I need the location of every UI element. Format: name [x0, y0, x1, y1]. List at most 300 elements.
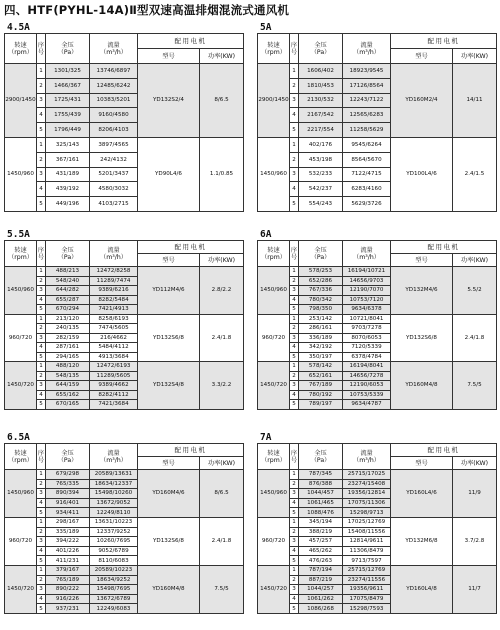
- header-rpm: [258, 34, 290, 64]
- header-model: [138, 49, 200, 64]
- pressure-cell: 453/198: [299, 152, 343, 167]
- motor-power-cell: 2.4/1.8: [200, 314, 244, 362]
- flow-cell: 23274/11556: [343, 575, 391, 585]
- header-flow-line: （m³/h）: [100, 456, 127, 464]
- pressure-cell: 937/231: [46, 604, 90, 614]
- seq-cell: 3: [290, 537, 299, 547]
- flow-cell: 8564/5670: [343, 152, 391, 167]
- pressure-cell: 282/159: [46, 333, 90, 343]
- pressure-cell: 439/192: [46, 182, 90, 197]
- flow-cell: 12243/7122: [343, 93, 391, 108]
- seq-cell: 3: [37, 333, 46, 343]
- seq-cell: 2: [290, 575, 299, 585]
- header-motor-line: 配用电机: [174, 242, 207, 251]
- seq-cell: 4: [290, 594, 299, 604]
- pressure-cell: 465/262: [299, 546, 343, 556]
- seq-cell: 5: [290, 604, 299, 614]
- motor-model-cell: YD132M6/8: [391, 517, 453, 565]
- flow-cell: 25715/17025: [343, 470, 391, 480]
- pressure-cell: 402/176: [299, 137, 343, 152]
- motor-power-cell: 2.4/1.8: [453, 314, 497, 362]
- pressure-cell: 765/189: [46, 575, 90, 585]
- pressure-cell: 394/222: [46, 537, 90, 547]
- flow-cell: 12249/6083: [90, 604, 138, 614]
- seq-cell: 2: [290, 324, 299, 334]
- flow-cell: 10753/7120: [343, 295, 391, 305]
- pressure-cell: 798/350: [299, 305, 343, 315]
- fan-block-5-5A: [4, 229, 243, 410]
- seq-cell: 4: [37, 594, 46, 604]
- flow-cell: 11289/5605: [90, 371, 138, 381]
- header-rpm-line: 转速: [14, 41, 27, 49]
- motor-model-cell: YD132S4/8: [138, 362, 200, 410]
- seq-cell: 2: [290, 371, 299, 381]
- pressure-cell: 1755/439: [46, 108, 90, 123]
- motor-power-cell: 2.4/1.5: [453, 137, 497, 211]
- flow-cell: 13672/6789: [90, 594, 138, 604]
- seq-cell: 4: [290, 295, 299, 305]
- header-motor-line: 配用电机: [174, 36, 207, 45]
- pressure-cell: 2167/542: [299, 108, 343, 123]
- fan-size-label: 6A: [260, 229, 272, 240]
- fan-block-4-5A: [4, 22, 243, 212]
- flow-cell: 8258/6193: [90, 314, 138, 324]
- pressure-cell: 934/411: [46, 508, 90, 518]
- pressure-cell: 342/192: [299, 343, 343, 353]
- rpm-cell: 960/720: [5, 517, 37, 565]
- seq-cell: 4: [37, 546, 46, 556]
- header-seq: [290, 241, 299, 267]
- pressure-cell: 644/159: [46, 381, 90, 391]
- header-seq-line: 号: [290, 456, 298, 464]
- spec-table-header: [258, 34, 497, 64]
- flow-cell: 19356/12814: [343, 489, 391, 499]
- seq-cell: 1: [290, 267, 299, 277]
- header-pressure-line: 全压: [61, 246, 74, 254]
- table-row: [5, 565, 244, 575]
- header-rpm-line: （rpm）: [261, 456, 286, 464]
- seq-cell: 5: [290, 400, 299, 410]
- spec-table: [257, 33, 497, 212]
- header-row: [5, 34, 244, 49]
- seq-cell: 3: [37, 93, 46, 108]
- header-pressure-line: 全压: [314, 449, 327, 457]
- motor-model-cell: YD132S6/8: [138, 314, 200, 362]
- header-seq-line: 序: [37, 41, 45, 49]
- header-motor: [391, 34, 497, 49]
- flow-cell: 10383/5201: [90, 93, 138, 108]
- pressure-cell: 401/226: [46, 546, 90, 556]
- flow-cell: 12190/6053: [343, 381, 391, 391]
- header-power: [453, 457, 497, 470]
- header-power: [453, 254, 497, 267]
- header-pressure: [46, 34, 90, 64]
- pressure-cell: 294/165: [46, 352, 90, 362]
- pressure-cell: 298/167: [46, 517, 90, 527]
- header-model-line: 型号: [415, 52, 428, 60]
- seq-cell: 2: [290, 276, 299, 286]
- spec-table-body: [5, 470, 244, 614]
- seq-cell: 1: [37, 517, 46, 527]
- rpm-cell: 1450/720: [5, 565, 37, 613]
- pressure-cell: 876/388: [299, 479, 343, 489]
- table-row: [5, 314, 244, 324]
- pressure-cell: 1466/367: [46, 78, 90, 93]
- header-power-line: 功率(KW): [207, 459, 236, 467]
- flow-cell: 9389/4662: [90, 381, 138, 391]
- pressure-cell: 286/161: [299, 324, 343, 334]
- pressure-cell: 240/135: [46, 324, 90, 334]
- pressure-cell: 287/161: [46, 343, 90, 353]
- header-flow: [343, 444, 391, 470]
- flow-cell: 10260/7695: [90, 537, 138, 547]
- flow-cell: 5201/3437: [90, 167, 138, 182]
- seq-cell: 2: [290, 78, 299, 93]
- seq-cell: 5: [37, 400, 46, 410]
- header-rpm-line: 转速: [267, 41, 280, 49]
- seq-cell: 3: [290, 585, 299, 595]
- flow-cell: 12249/8110: [90, 508, 138, 518]
- header-row: [258, 241, 497, 254]
- header-seq: [37, 34, 46, 64]
- seq-cell: 3: [290, 489, 299, 499]
- rpm-cell: 1450/720: [258, 362, 290, 410]
- header-pressure-line: （Pa）: [310, 253, 331, 261]
- pressure-cell: 1796/449: [46, 123, 90, 138]
- table-row: [258, 470, 497, 480]
- header-model: [138, 457, 200, 470]
- seq-cell: 3: [290, 167, 299, 182]
- header-model: [391, 254, 453, 267]
- spec-table-body: [258, 470, 497, 614]
- flow-cell: 13672/9052: [90, 498, 138, 508]
- table-row: [5, 470, 244, 480]
- flow-cell: 8070/6053: [343, 333, 391, 343]
- flow-cell: 216/4662: [90, 333, 138, 343]
- flow-cell: 19356/9611: [343, 585, 391, 595]
- motor-power-cell: 3.3/2.2: [200, 362, 244, 410]
- seq-cell: 3: [290, 333, 299, 343]
- header-seq: [290, 444, 299, 470]
- header-flow-line: （m³/h）: [100, 253, 127, 261]
- flow-cell: 7421/3684: [90, 400, 138, 410]
- pressure-cell: 780/192: [299, 390, 343, 400]
- seq-cell: 3: [37, 167, 46, 182]
- flow-cell: 3897/4565: [90, 137, 138, 152]
- header-pressure-line: （Pa）: [310, 456, 331, 464]
- spec-table: [257, 443, 497, 614]
- pressure-cell: 554/243: [299, 197, 343, 212]
- header-model: [138, 254, 200, 267]
- flow-cell: 12485/6242: [90, 78, 138, 93]
- pressure-cell: 388/219: [299, 527, 343, 537]
- seq-cell: 3: [290, 93, 299, 108]
- header-rpm-line: 转速: [267, 449, 280, 457]
- table-row: [5, 64, 244, 79]
- seq-cell: 1: [290, 362, 299, 372]
- header-power-line: 功率(KW): [460, 256, 489, 264]
- flow-cell: 25715/12769: [343, 565, 391, 575]
- pressure-cell: 379/167: [46, 565, 90, 575]
- header-flow-line: 流量: [107, 246, 120, 254]
- flow-cell: 14656/9703: [343, 276, 391, 286]
- rpm-cell: 1450/720: [5, 362, 37, 410]
- table-row: [5, 267, 244, 277]
- header-motor: [138, 34, 244, 49]
- flow-cell: 12190/7070: [343, 286, 391, 296]
- header-model: [391, 49, 453, 64]
- seq-cell: 5: [37, 123, 46, 138]
- flow-cell: 10753/5339: [343, 390, 391, 400]
- motor-power-cell: 2.8/2.2: [200, 267, 244, 315]
- flow-cell: 8110/6083: [90, 556, 138, 566]
- header-rpm-line: （rpm）: [8, 253, 33, 261]
- flow-cell: 12337/9252: [90, 527, 138, 537]
- table-row: [258, 314, 497, 324]
- pressure-cell: 2130/532: [299, 93, 343, 108]
- pressure-cell: 1086/268: [299, 604, 343, 614]
- seq-cell: 1: [290, 565, 299, 575]
- motor-model-cell: YD160M4/8: [391, 362, 453, 410]
- pressure-cell: 789/197: [299, 400, 343, 410]
- flow-cell: 15498/10260: [90, 489, 138, 499]
- header-pressure: [299, 241, 343, 267]
- rpm-cell: 960/720: [258, 517, 290, 565]
- flow-cell: 16194/10721: [343, 267, 391, 277]
- pressure-cell: 679/298: [46, 470, 90, 480]
- seq-cell: 4: [37, 108, 46, 123]
- pressure-cell: 787/194: [299, 565, 343, 575]
- seq-cell: 2: [290, 479, 299, 489]
- flow-cell: 15298/9713: [343, 508, 391, 518]
- pressure-cell: 213/120: [46, 314, 90, 324]
- rpm-cell: 1450/960: [258, 267, 290, 315]
- seq-cell: 2: [37, 276, 46, 286]
- pressure-cell: 449/196: [46, 197, 90, 212]
- seq-cell: 5: [37, 556, 46, 566]
- seq-cell: 1: [37, 137, 46, 152]
- seq-cell: 2: [37, 527, 46, 537]
- seq-cell: 5: [37, 508, 46, 518]
- pressure-cell: 548/240: [46, 276, 90, 286]
- flow-cell: 9389/6216: [90, 286, 138, 296]
- seq-cell: 2: [37, 324, 46, 334]
- spec-table-body: [5, 64, 244, 212]
- pressure-cell: 787/345: [299, 470, 343, 480]
- motor-model-cell: YD132S6/8: [138, 517, 200, 565]
- motor-model-cell: YD90L4/6: [138, 137, 200, 211]
- header-pressure-line: （Pa）: [57, 48, 78, 56]
- rpm-cell: 1450/960: [5, 267, 37, 315]
- flow-cell: 9160/4580: [90, 108, 138, 123]
- header-seq: [37, 444, 46, 470]
- fan-size-label: 5.5A: [7, 229, 30, 240]
- seq-cell: 1: [37, 64, 46, 79]
- table-row: [258, 267, 497, 277]
- header-model-line: 型号: [415, 256, 428, 264]
- header-seq-line: 号: [37, 48, 45, 56]
- header-motor-line: 配用电机: [174, 445, 207, 454]
- rpm-cell: 960/720: [5, 314, 37, 362]
- page-title: 四、HTF(PYHL-14A)Ⅱ型双速高温排烟混流式通风机: [4, 3, 290, 17]
- flow-cell: 13746/6897: [90, 64, 138, 79]
- flow-cell: 6283/4160: [343, 182, 391, 197]
- header-flow: [90, 241, 138, 267]
- seq-cell: 4: [37, 498, 46, 508]
- seq-cell: 4: [290, 546, 299, 556]
- flow-cell: 4580/3032: [90, 182, 138, 197]
- rpm-cell: 1450/960: [5, 137, 37, 211]
- pressure-cell: 644/282: [46, 286, 90, 296]
- motor-model-cell: YD132S6/8: [391, 314, 453, 362]
- spec-table-body: [258, 267, 497, 410]
- pressure-cell: 532/233: [299, 167, 343, 182]
- seq-cell: 1: [37, 314, 46, 324]
- flow-cell: 23274/15408: [343, 479, 391, 489]
- flow-cell: 18634/12337: [90, 479, 138, 489]
- flow-cell: 17075/8479: [343, 594, 391, 604]
- seq-cell: 2: [290, 152, 299, 167]
- seq-cell: 5: [290, 197, 299, 212]
- flow-cell: 7122/4715: [343, 167, 391, 182]
- seq-cell: 1: [290, 470, 299, 480]
- flow-cell: 12472/6193: [90, 362, 138, 372]
- pressure-cell: 916/226: [46, 594, 90, 604]
- header-motor: [391, 241, 497, 254]
- spec-table-header: [258, 241, 497, 267]
- header-power-line: 功率(KW): [460, 459, 489, 467]
- table-row: [5, 517, 244, 527]
- header-rpm-line: （rpm）: [8, 48, 33, 56]
- pressure-cell: 488/213: [46, 267, 90, 277]
- seq-cell: 2: [37, 371, 46, 381]
- pressure-cell: 1044/257: [299, 585, 343, 595]
- motor-power-cell: 7.5/5: [200, 565, 244, 613]
- header-row: [5, 241, 244, 254]
- header-rpm-line: 转速: [14, 246, 27, 254]
- flow-cell: 6378/4784: [343, 352, 391, 362]
- flow-cell: 5629/3726: [343, 197, 391, 212]
- seq-cell: 3: [37, 585, 46, 595]
- seq-cell: 4: [290, 108, 299, 123]
- pressure-cell: 345/194: [299, 517, 343, 527]
- pressure-cell: 890/222: [46, 585, 90, 595]
- fan-size-label: 6.5A: [7, 432, 30, 443]
- seq-cell: 4: [37, 343, 46, 353]
- pressure-cell: 253/142: [299, 314, 343, 324]
- seq-cell: 4: [37, 390, 46, 400]
- motor-model-cell: YD160M4/8: [138, 565, 200, 613]
- header-motor-line: 配用电机: [427, 445, 460, 454]
- flow-cell: 4913/3684: [90, 352, 138, 362]
- header-seq: [37, 241, 46, 267]
- header-pressure: [299, 444, 343, 470]
- flow-cell: 9703/7278: [343, 324, 391, 334]
- seq-cell: 1: [37, 267, 46, 277]
- flow-cell: 18923/9545: [343, 64, 391, 79]
- flow-cell: 12472/8258: [90, 267, 138, 277]
- header-power-line: 功率(KW): [207, 52, 236, 60]
- motor-power-cell: 7.5/5: [453, 362, 497, 410]
- seq-cell: 3: [37, 381, 46, 391]
- pressure-cell: 325/143: [46, 137, 90, 152]
- header-flow: [90, 444, 138, 470]
- table-row: [258, 64, 497, 79]
- seq-cell: 3: [290, 381, 299, 391]
- header-pressure: [46, 444, 90, 470]
- motor-power-cell: 5.5/2: [453, 267, 497, 315]
- spec-table-body: [5, 267, 244, 410]
- header-model-line: 型号: [162, 256, 175, 264]
- seq-cell: 3: [37, 537, 46, 547]
- flow-cell: 15498/7695: [90, 585, 138, 595]
- header-rpm-line: 转速: [267, 246, 280, 254]
- header-pressure-line: 全压: [61, 449, 74, 457]
- header-rpm: [5, 34, 37, 64]
- seq-cell: 1: [290, 517, 299, 527]
- seq-cell: 5: [290, 305, 299, 315]
- table-row: [258, 362, 497, 372]
- motor-model-cell: YD160M2/4: [391, 64, 453, 138]
- spec-table-header: [5, 444, 244, 470]
- flow-cell: 12565/6283: [343, 108, 391, 123]
- fan-block-7A: [257, 432, 496, 614]
- header-rpm-line: （rpm）: [261, 48, 286, 56]
- flow-cell: 9545/6264: [343, 137, 391, 152]
- header-seq-line: 号: [290, 48, 298, 56]
- header-pressure: [46, 241, 90, 267]
- motor-model-cell: YD160M4/6: [138, 470, 200, 518]
- seq-cell: 1: [37, 565, 46, 575]
- header-flow-line: 流量: [360, 449, 373, 457]
- motor-power-cell: 3.7/2.8: [453, 517, 497, 565]
- header-seq-line: 号: [37, 253, 45, 261]
- seq-cell: 3: [37, 286, 46, 296]
- motor-power-cell: 14/11: [453, 64, 497, 138]
- pressure-cell: 767/189: [299, 381, 343, 391]
- flow-cell: 14656/7278: [343, 371, 391, 381]
- header-pressure-line: （Pa）: [57, 253, 78, 261]
- seq-cell: 5: [37, 305, 46, 315]
- flow-cell: 8282/5484: [90, 295, 138, 305]
- flow-cell: 20589/13631: [90, 470, 138, 480]
- flow-cell: 5484/4112: [90, 343, 138, 353]
- table-row: [5, 137, 244, 152]
- header-seq: [290, 34, 299, 64]
- seq-cell: 2: [37, 78, 46, 93]
- seq-cell: 1: [37, 470, 46, 480]
- header-motor: [138, 241, 244, 254]
- header-model-line: 型号: [162, 52, 175, 60]
- header-model-line: 型号: [162, 459, 175, 467]
- motor-model-cell: YD160L4/6: [391, 470, 453, 518]
- pressure-cell: 655/287: [46, 295, 90, 305]
- motor-power-cell: 11/9: [453, 470, 497, 518]
- header-pressure-line: （Pa）: [310, 48, 331, 56]
- spec-table-body: [258, 64, 497, 212]
- flow-cell: 11258/5629: [343, 123, 391, 138]
- motor-model-cell: YD160L4/8: [391, 565, 453, 613]
- header-motor-line: 配用电机: [427, 36, 460, 45]
- flow-cell: 12814/9611: [343, 537, 391, 547]
- header-flow-line: （m³/h）: [353, 456, 380, 464]
- header-power-line: 功率(KW): [207, 256, 236, 264]
- flow-cell: 9713/7597: [343, 556, 391, 566]
- header-power-line: 功率(KW): [460, 52, 489, 60]
- seq-cell: 4: [290, 343, 299, 353]
- seq-cell: 5: [290, 123, 299, 138]
- fan-block-6A: [257, 229, 496, 410]
